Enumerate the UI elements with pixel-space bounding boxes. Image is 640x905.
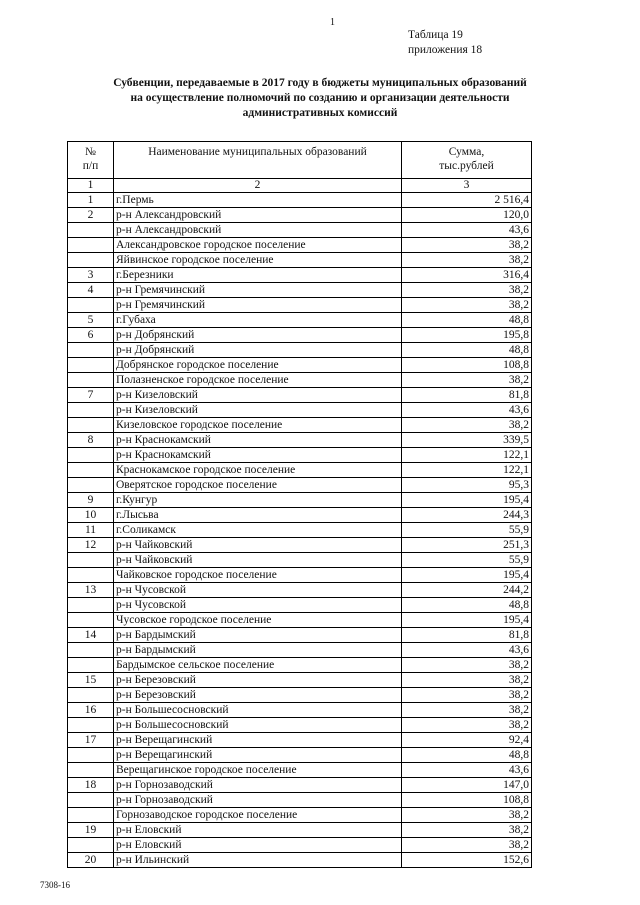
table-row: [68, 688, 532, 703]
caption-table-number: Таблица 19: [408, 29, 463, 41]
row-number: [68, 748, 114, 763]
amount: 38,2: [402, 838, 532, 853]
amount: 244,2: [402, 583, 532, 598]
amount: 147,0: [402, 778, 532, 793]
municipality-name: г.Кунгур: [114, 493, 402, 508]
header-sum-line-1: Сумма,: [448, 146, 485, 158]
table-row: [68, 808, 532, 823]
row-number: [68, 343, 114, 358]
amount: 38,2: [402, 823, 532, 838]
municipality-name: р-н Гремячинский: [114, 298, 402, 313]
row-number: 9: [68, 493, 114, 508]
row-number: [68, 553, 114, 568]
title-line-1: Субвенции, передаваемые в 2017 году в бюджеты муниципальных образований: [113, 77, 527, 89]
table-row: [68, 268, 532, 283]
municipality-name: р-н Еловский: [114, 838, 402, 853]
amount: 108,8: [402, 358, 532, 373]
row-number: 19: [68, 823, 114, 838]
document-title: [60, 76, 580, 121]
title-line-2: на осуществление полномочий по созданию и организации деятельности: [130, 92, 510, 104]
municipality-name: р-н Краснокамский: [114, 433, 402, 448]
amount: 122,1: [402, 463, 532, 478]
municipality-name: р-н Краснокамский: [114, 448, 402, 463]
table-row: [68, 718, 532, 733]
municipality-name: р-н Александровский: [114, 223, 402, 238]
municipality-name: р-н Еловский: [114, 823, 402, 838]
row-number: 20: [68, 853, 114, 868]
amount: 38,2: [402, 238, 532, 253]
row-number: [68, 763, 114, 778]
header-number-line-2: п/п: [82, 160, 99, 172]
table-row: [68, 403, 532, 418]
municipality-name: Чусовское городское поселение: [114, 613, 402, 628]
header-row: [68, 142, 532, 179]
row-number: [68, 808, 114, 823]
municipality-name: Добрянское городское поселение: [114, 358, 402, 373]
row-number: 5: [68, 313, 114, 328]
table-row: [68, 418, 532, 433]
amount: 251,3: [402, 538, 532, 553]
amount: 195,8: [402, 328, 532, 343]
document-code: 7308-16: [40, 880, 70, 890]
column-number-1: 1: [68, 179, 114, 193]
amount: 339,5: [402, 433, 532, 448]
municipality-name: р-н Кизеловский: [114, 403, 402, 418]
row-number: [68, 613, 114, 628]
amount: 38,2: [402, 253, 532, 268]
table-row: [68, 703, 532, 718]
table-row: [68, 778, 532, 793]
municipality-name: р-н Бардымский: [114, 628, 402, 643]
amount: 108,8: [402, 793, 532, 808]
municipality-name: Верещагинское городское поселение: [114, 763, 402, 778]
municipality-name: г.Губаха: [114, 313, 402, 328]
amount: 152,6: [402, 853, 532, 868]
header-number-line-1: №: [85, 146, 96, 158]
table-row: [68, 763, 532, 778]
row-number: 17: [68, 733, 114, 748]
row-number: 15: [68, 673, 114, 688]
amount: 38,2: [402, 718, 532, 733]
table-row: [68, 553, 532, 568]
amount: 38,2: [402, 658, 532, 673]
municipality-name: р-н Березовский: [114, 688, 402, 703]
row-number: [68, 418, 114, 433]
amount: 55,9: [402, 553, 532, 568]
row-number: [68, 223, 114, 238]
table-row: [68, 328, 532, 343]
row-number: [68, 598, 114, 613]
amount: 195,4: [402, 568, 532, 583]
amount: 81,8: [402, 388, 532, 403]
municipality-name: Оверятское городское поселение: [114, 478, 402, 493]
table-row: [68, 853, 532, 868]
table-row: [68, 478, 532, 493]
amount: 38,2: [402, 283, 532, 298]
row-number: [68, 358, 114, 373]
row-number: 1: [68, 193, 114, 208]
row-number: [68, 253, 114, 268]
municipality-name: р-н Чайковский: [114, 553, 402, 568]
table-row: [68, 823, 532, 838]
amount: 244,3: [402, 508, 532, 523]
municipality-name: Краснокамское городское поселение: [114, 463, 402, 478]
amount: 48,8: [402, 748, 532, 763]
municipality-name: Чайковское городское поселение: [114, 568, 402, 583]
table-row: [68, 583, 532, 598]
municipality-name: Кизеловское городское поселение: [114, 418, 402, 433]
amount: 38,2: [402, 688, 532, 703]
municipality-name: г.Лысьва: [114, 508, 402, 523]
municipality-name: р-н Верещагинский: [114, 733, 402, 748]
amount: 81,8: [402, 628, 532, 643]
row-number: 8: [68, 433, 114, 448]
table-row: [68, 223, 532, 238]
amount: 38,2: [402, 298, 532, 313]
municipality-name: Яйвинское городское поселение: [114, 253, 402, 268]
municipality-name: Бардымское сельское поселение: [114, 658, 402, 673]
municipality-name: г.Березники: [114, 268, 402, 283]
table-row: [68, 373, 532, 388]
table-body: [68, 193, 532, 868]
table-row: [68, 433, 532, 448]
municipality-name: р-н Верещагинский: [114, 748, 402, 763]
column-number-3: 3: [402, 179, 532, 193]
municipality-name: р-н Добрянский: [114, 328, 402, 343]
table-row: [68, 313, 532, 328]
row-number: 7: [68, 388, 114, 403]
row-number: [68, 463, 114, 478]
row-number: [68, 688, 114, 703]
municipality-name: р-н Чусовской: [114, 598, 402, 613]
amount: 43,6: [402, 643, 532, 658]
amount: 122,1: [402, 448, 532, 463]
row-number: [68, 718, 114, 733]
column-number-row: [68, 179, 532, 193]
amount: 38,2: [402, 673, 532, 688]
municipality-name: г.Соликамск: [114, 523, 402, 538]
municipality-name: г.Пермь: [114, 193, 402, 208]
row-number: 16: [68, 703, 114, 718]
amount: 38,2: [402, 703, 532, 718]
municipality-name: р-н Кизеловский: [114, 388, 402, 403]
row-number: 6: [68, 328, 114, 343]
table-row: [68, 388, 532, 403]
table-row: [68, 793, 532, 808]
amount: 43,6: [402, 763, 532, 778]
municipality-name: р-н Гремячинский: [114, 283, 402, 298]
amount: 95,3: [402, 478, 532, 493]
subsidies-table: [67, 141, 532, 868]
amount: 195,4: [402, 613, 532, 628]
row-number: [68, 403, 114, 418]
row-number: 2: [68, 208, 114, 223]
table-row: [68, 613, 532, 628]
municipality-name: р-н Чайковский: [114, 538, 402, 553]
row-number: [68, 373, 114, 388]
table-row: [68, 283, 532, 298]
municipality-name: р-н Александровский: [114, 208, 402, 223]
table-row: [68, 733, 532, 748]
amount: 316,4: [402, 268, 532, 283]
municipality-name: р-н Большесосновский: [114, 718, 402, 733]
municipality-name: Горнозаводское городское поселение: [114, 808, 402, 823]
header-sum: [402, 142, 532, 179]
row-number: 12: [68, 538, 114, 553]
amount: 48,8: [402, 343, 532, 358]
table-row: [68, 193, 532, 208]
amount: 195,4: [402, 493, 532, 508]
header-number: [68, 142, 114, 179]
table-row: [68, 298, 532, 313]
table-row: [68, 628, 532, 643]
row-number: 18: [68, 778, 114, 793]
municipality-name: р-н Ильинский: [114, 853, 402, 868]
header-name: Наименование муниципальных образований: [114, 142, 402, 179]
table-row: [68, 253, 532, 268]
municipality-name: р-н Горнозаводский: [114, 778, 402, 793]
row-number: 10: [68, 508, 114, 523]
table-caption: [408, 28, 482, 58]
table-row: [68, 838, 532, 853]
row-number: [68, 838, 114, 853]
municipality-name: р-н Березовский: [114, 673, 402, 688]
municipality-name: р-н Большесосновский: [114, 703, 402, 718]
amount: 55,9: [402, 523, 532, 538]
row-number: [68, 568, 114, 583]
row-number: 13: [68, 583, 114, 598]
row-number: [68, 478, 114, 493]
row-number: [68, 448, 114, 463]
amount: 92,4: [402, 733, 532, 748]
table-row: [68, 463, 532, 478]
table-row: [68, 493, 532, 508]
amount: 48,8: [402, 313, 532, 328]
amount: 43,6: [402, 223, 532, 238]
municipality-name: р-н Добрянский: [114, 343, 402, 358]
caption-appendix: приложения 18: [408, 44, 483, 56]
row-number: [68, 793, 114, 808]
table-row: [68, 748, 532, 763]
page-number: 1: [330, 17, 335, 28]
title-line-3: административных комиссий: [242, 107, 398, 119]
table-row: [68, 343, 532, 358]
table-row: [68, 523, 532, 538]
row-number: 14: [68, 628, 114, 643]
column-number-2: 2: [114, 179, 402, 193]
table-row: [68, 208, 532, 223]
row-number: [68, 643, 114, 658]
row-number: 11: [68, 523, 114, 538]
row-number: [68, 658, 114, 673]
amount: 38,2: [402, 373, 532, 388]
table-row: [68, 358, 532, 373]
table-row: [68, 673, 532, 688]
municipality-name: Александровское городское поселение: [114, 238, 402, 253]
table-row: [68, 598, 532, 613]
table-row: [68, 508, 532, 523]
header-sum-line-2: тыс.рублей: [439, 160, 494, 172]
row-number: [68, 238, 114, 253]
table-row: [68, 568, 532, 583]
municipality-name: р-н Чусовской: [114, 583, 402, 598]
row-number: 4: [68, 283, 114, 298]
table-row: [68, 448, 532, 463]
municipality-name: р-н Горнозаводский: [114, 793, 402, 808]
amount: 2 516,4: [402, 193, 532, 208]
table-row: [68, 658, 532, 673]
table-row: [68, 538, 532, 553]
row-number: 3: [68, 268, 114, 283]
municipality-name: р-н Бардымский: [114, 643, 402, 658]
table-row: [68, 238, 532, 253]
amount: 120,0: [402, 208, 532, 223]
amount: 38,2: [402, 418, 532, 433]
row-number: [68, 298, 114, 313]
amount: 38,2: [402, 808, 532, 823]
table-row: [68, 643, 532, 658]
municipality-name: Полазненское городское поселение: [114, 373, 402, 388]
amount: 48,8: [402, 598, 532, 613]
amount: 43,6: [402, 403, 532, 418]
